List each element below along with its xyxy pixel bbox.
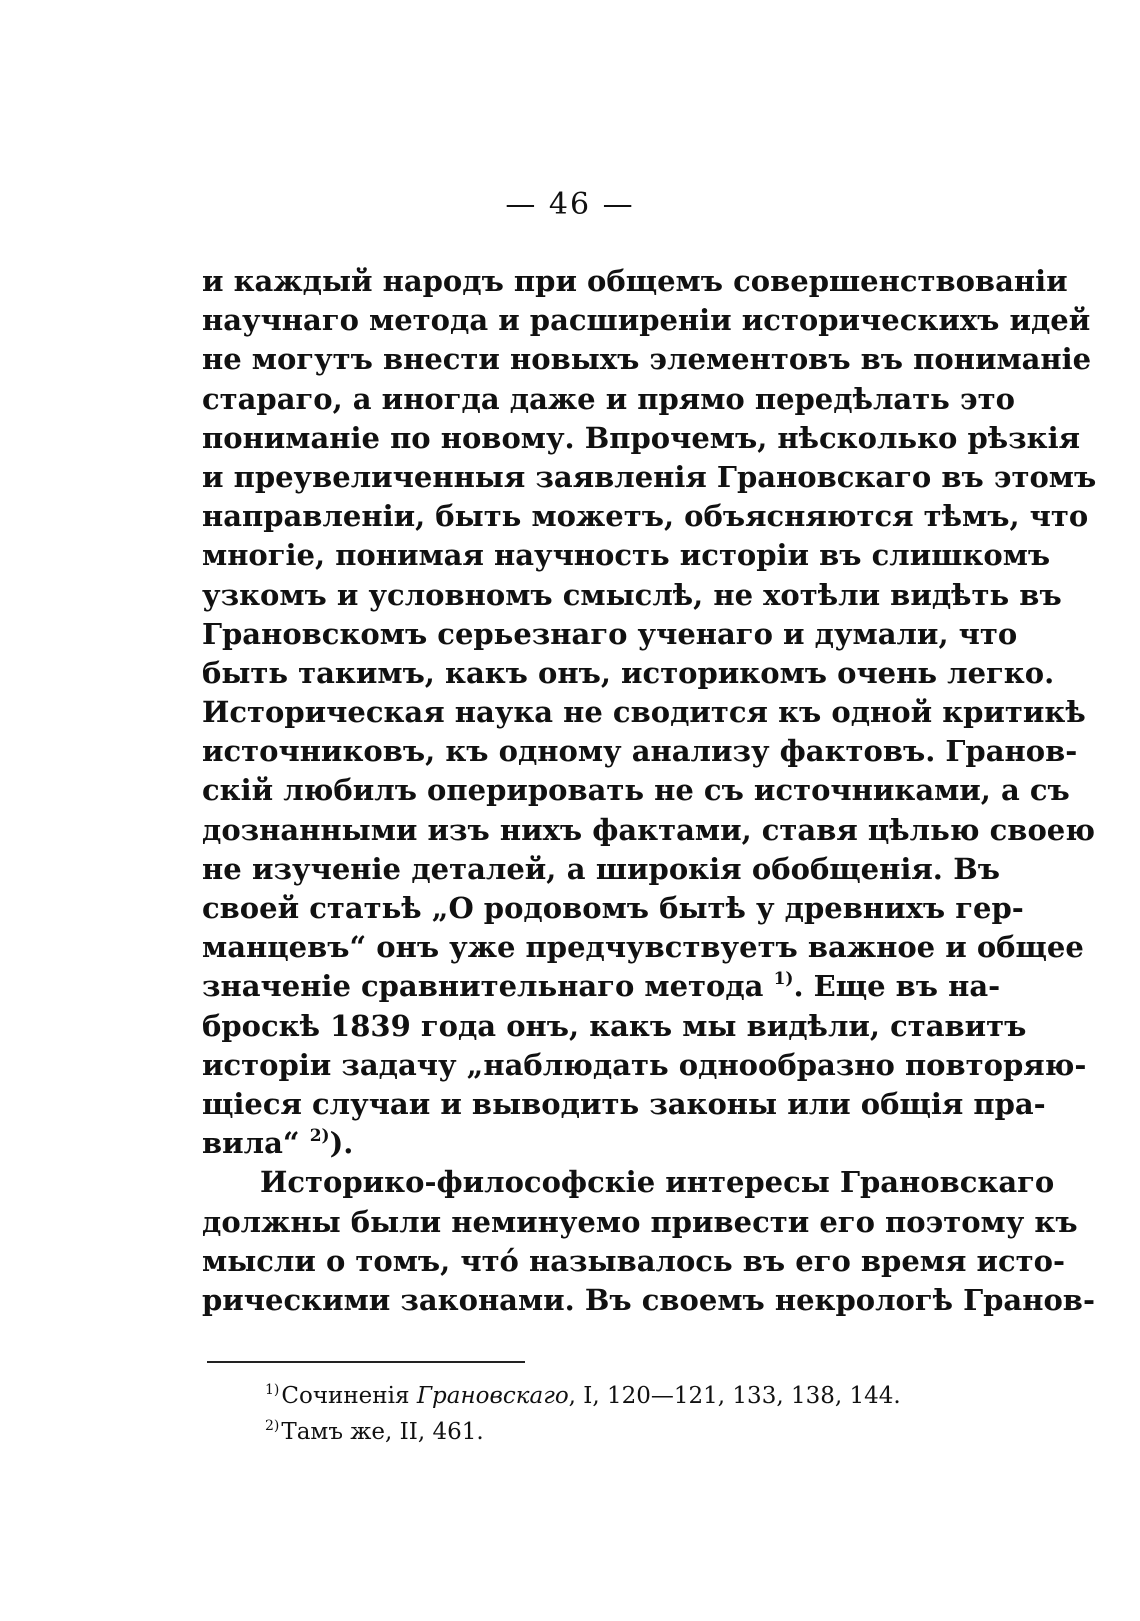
footnotes: [265, 1378, 901, 1450]
footnote-1: [265, 1378, 901, 1414]
text-line-with-footnote-ref: [202, 967, 1000, 1006]
text-line: манцевъ“ онъ уже предчувствуетъ важное и общее: [202, 930, 1084, 965]
text-line: не изученіе деталей, а широкія обобщенія. Въ: [202, 851, 1000, 886]
text-line-with-footnote-ref: [202, 1124, 1000, 1163]
footnote-text: Сочиненія: [281, 1383, 417, 1409]
text-line: скій любилъ оперировать не съ источниками, а съ: [202, 773, 1070, 808]
footnote-divider: [207, 1361, 525, 1363]
text-fragment: ).: [329, 1126, 354, 1161]
footnote-ref-2: 2): [309, 1126, 330, 1147]
text-line: рическими законами. Въ своемъ некрологѣ Гранов-: [202, 1282, 1095, 1317]
text-fragment: значеніе сравнительнаго метода: [202, 969, 764, 1004]
text-fragment: вила“: [202, 1126, 300, 1161]
body-text: [202, 262, 1097, 1320]
text-line: не могутъ внести новыхъ элементовъ въ пониманіе: [202, 342, 1092, 377]
footnote-text: Тамъ же, II, 461.: [281, 1419, 484, 1445]
footnote-text: , I, 120—121, 133, 138, 144.: [568, 1383, 901, 1409]
text-line: пониманіе по новому. Впрочемъ, нѣсколько рѣзкія: [202, 420, 1081, 455]
text-line: источниковъ, къ одному анализу фактовъ. Гранов-: [202, 734, 1078, 769]
footnote-italic-title: Грановскаго: [416, 1383, 569, 1409]
text-line: научнаго метода и расширеніи историческихъ идей: [202, 303, 1091, 338]
footnote-2: [265, 1414, 901, 1450]
text-line: многіе, понимая научность исторіи въ слишкомъ: [202, 538, 1051, 573]
text-line: и преувеличенныя заявленія Грановскаго въ этомъ: [202, 459, 1097, 494]
text-line: и каждый народъ при общемъ совершенствованіи: [202, 264, 1068, 298]
text-line: исторіи задачу „наблюдать однообразно повторяю-: [202, 1047, 1087, 1082]
text-line: Грановскомъ серьезнаго ученаго и думали, что: [202, 616, 1018, 651]
text-line: узкомъ и условномъ смыслѣ, не хотѣли видѣть въ: [202, 577, 1062, 612]
footnote-marker: 1): [265, 1382, 280, 1398]
text-line: должны были неминуемо привести его поэтому къ: [202, 1204, 1078, 1239]
page-number: — 46 —: [505, 187, 635, 222]
text-line: щіеся случаи и выводить законы или общія пра-: [202, 1086, 1046, 1121]
text-fragment: . Еще въ на-: [793, 969, 1001, 1004]
text-line: Историческая наука не сводится къ одной критикѣ: [202, 695, 1086, 730]
paragraph-start-line: Историко-философскіе интересы Грановскаго: [260, 1165, 1055, 1200]
footnote-ref-1: 1): [773, 969, 794, 990]
text-line: броскѣ 1839 года онъ, какъ мы видѣли, ставитъ: [202, 1008, 1027, 1043]
text-line: направленіи, быть можетъ, объясняются тѣмъ, что: [202, 499, 1089, 534]
text-line: своей статьѣ „О родовомъ бытѣ у древнихъ гер-: [202, 891, 1024, 925]
text-line: дознанными изъ нихъ фактами, ставя цѣлью своею: [202, 812, 1095, 847]
footnote-marker: 2): [265, 1418, 280, 1434]
text-line: стараго, а иногда даже и прямо передѣлать это: [202, 381, 1015, 416]
text-line: мысли о томъ, чтó называлось въ его время исто-: [202, 1243, 1066, 1278]
text-line: быть такимъ, какъ онъ, историкомъ очень легко.: [202, 655, 1055, 690]
